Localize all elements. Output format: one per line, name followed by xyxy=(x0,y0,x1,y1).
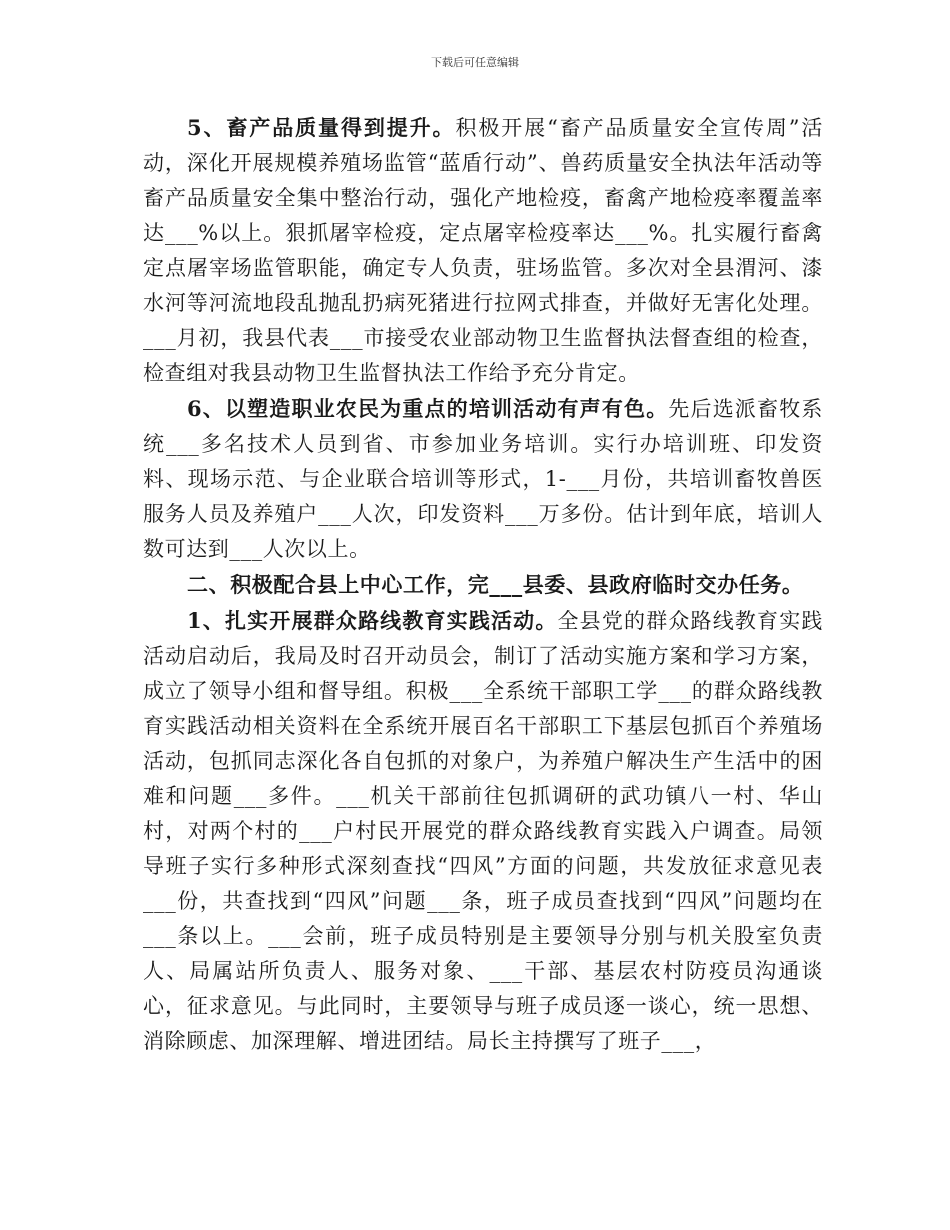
document-body xyxy=(143,110,823,1059)
paragraph-heading: 5、畜产品质量得到提升。 xyxy=(187,115,456,140)
page-header-note: 下载后可任意编辑 xyxy=(431,56,519,69)
paragraph-text: 先后选派畜牧系统___多名技术人员到省、市参加业务培训。实行办培训班、印发资料、现场示范、与企业联合培训等形式，1-___月份，共培训畜牧兽医服务人员及养殖户___人次，印发资料___万多份。估计到年底，培训人数可达到___人次以上。 xyxy=(143,397,823,561)
paragraph-text: 积极开展“畜产品质量安全宣传周”活动，深化开展规模养殖场监管“蓝盾行动”、兽药质量安全执法年活动等畜产品质量安全集中整治行动，强化产地检疫，畜禽产地检疫率覆盖率达___%以上。狠抓屠宰检疫，定点屠宰检疫率达___%。扎实履行畜禽定点屠宰场监管职能，确定专人负责，驻场监管。多次对全县渭河、漆水河等河流地段乱抛乱扔病死猪进行拉网式排查，并做好无害化处理。___月初，我县代表___市接受农业部动物卫生监督执法督查组的检查，检查组对我县动物卫生监督执法工作给予充分肯定。 xyxy=(143,116,824,385)
paragraph-livestock-quality xyxy=(143,110,823,391)
paragraph-mass-line-education xyxy=(143,603,823,1059)
paragraph-heading: 1、扎实开展群众路线教育实践活动。 xyxy=(187,608,558,633)
section-heading: 二、积极配合县上中心工作，完___县委、县政府临时交办任务。 xyxy=(187,572,804,597)
paragraph-text: 全县党的群众路线教育实践活动启动后，我局及时召开动员会，制订了活动实施方案和学习方案，成立了领导小组和督导组。积极___全系统干部职工学___的群众路线教育实践活动相关资料在全系统开展百名干部职工下基层包抓百个养殖场活动，包抓同志深化各自包抓的对象户，为养殖户解决生产生活中的困难和问题___多件。___机关干部前往包抓调研的武功镇八一村、华山村，对两个村的___户村民开展党的群众路线教育实践入户调查。局领导班子实行多种形式深刻查找“四风”方面的问题，共发放征求意见表___份，共查找到“四风”问题___条，班子成员查找到“四风”问题均在___条以上。___会前，班子成员特别是主要领导分别与机关股室负责人、局属站所负责人、服务对象、___干部、基层农村防疫员沟通谈心，征求意见。与此同时，主要领导与班子成员逐一谈心，统一思想、消除顾虑、加深理解、增进团结。局长主持撰写了班子___， xyxy=(143,609,823,1053)
section-heading-two xyxy=(143,567,823,603)
paragraph-farmer-training xyxy=(143,391,823,567)
paragraph-heading: 6、以塑造职业农民为重点的培训活动有声有色。 xyxy=(187,396,669,421)
